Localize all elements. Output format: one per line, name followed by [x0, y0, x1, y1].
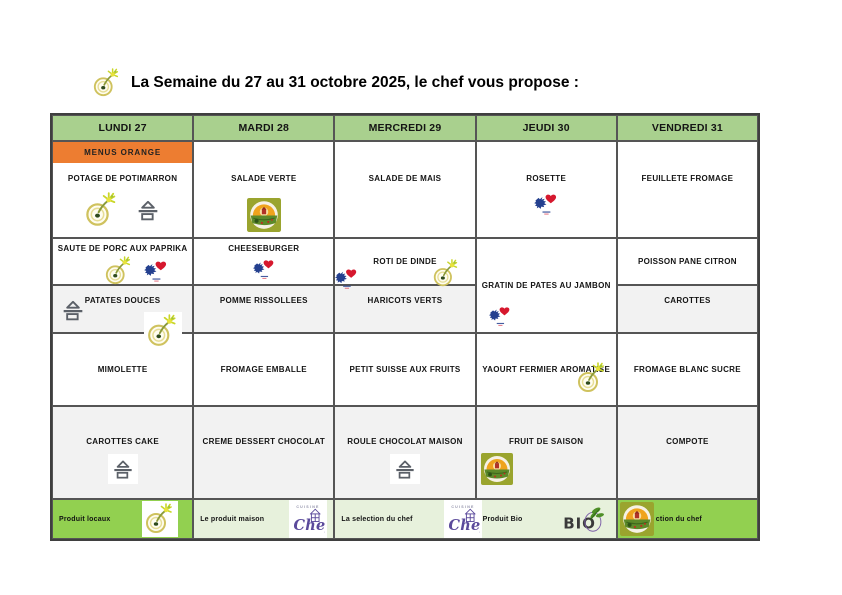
dish-label: GRATIN DE PATES AU JAMBON: [481, 280, 611, 290]
dish-label: POISSON PANE CITRON: [637, 257, 737, 266]
farm-landscape-icon: [620, 502, 654, 536]
farm-landscape-icon: [247, 198, 281, 232]
cell-vendredi-dessert: [617, 406, 758, 499]
dish-label: YAOURT FERMIER AROMATISE: [482, 364, 611, 374]
dish-label: SALADE VERTE: [231, 174, 297, 183]
cell-vendredi-plat: [617, 238, 758, 285]
cell-mardi-entree: [193, 141, 334, 238]
farm-landscape-icon: [481, 453, 513, 485]
cell-lundi-plat: [52, 238, 193, 285]
maison-cloche-icon: [59, 296, 87, 324]
dish-label: HARICOTS VERTS: [367, 296, 443, 305]
dish-label: COMPOTE: [666, 437, 709, 446]
day-header-jeudi: JEUDI 30: [476, 115, 617, 141]
weekly-menu-table: [50, 113, 760, 541]
dish-label: CAROTTES: [664, 296, 711, 305]
local-produce-icon: [576, 362, 608, 394]
menus-orange-banner: MENUS ORANGE: [53, 142, 192, 163]
local-produce-icon: [144, 312, 182, 350]
local-produce-icon: [92, 68, 122, 98]
legend-selection-du-chef-ferme: [617, 499, 758, 539]
french-meat-icon: [487, 303, 513, 329]
legend-label: ction du chef: [655, 515, 702, 523]
dish-label: PETIT SUISSE AUX FRUITS: [349, 364, 461, 374]
dish-label: PATATES DOUCES: [84, 296, 161, 305]
french-meat-icon: [142, 257, 170, 285]
local-produce-icon: [84, 192, 120, 228]
cell-vendredi-laitage: [617, 333, 758, 406]
cell-jeudi-entree: [476, 141, 617, 238]
legend-produit-maison: [193, 499, 334, 539]
day-header-vendredi: VENDREDI 31: [617, 115, 758, 141]
cell-mardi-plat: [193, 238, 334, 285]
cell-vendredi-accompagnement: [617, 285, 758, 333]
local-produce-icon: [142, 501, 178, 537]
legend-label: Le produit maison: [200, 515, 265, 523]
dish-label: MIMOLETTE: [97, 364, 148, 374]
dish-label: FEUILLETE FROMAGE: [641, 174, 734, 183]
cell-mercredi-dessert: [334, 406, 475, 499]
dish-label: POTAGE DE POTIMARRON: [67, 174, 178, 183]
legend-produit-locaux: [52, 499, 193, 539]
cell-mercredi-accompagnement: [334, 285, 475, 333]
page-title-row: [92, 68, 579, 98]
local-produce-icon: [432, 259, 461, 288]
cell-lundi-entree: [52, 141, 193, 238]
dish-label: CHEESEBURGER: [228, 244, 300, 253]
cell-jeudi-laitage: [476, 333, 617, 406]
dish-label: CREME DESSERT CHOCOLAT: [202, 437, 326, 446]
french-meat-icon: [532, 190, 560, 218]
dish-label: ROTI DE DINDE: [373, 257, 437, 266]
dish-label: FROMAGE BLANC SUCRE: [633, 364, 741, 374]
dish-label: POMME RISSOLLEES: [219, 296, 308, 305]
legend-produit-bio: [476, 499, 617, 539]
local-produce-icon: [104, 256, 134, 286]
day-header-mardi: MARDI 28: [193, 115, 334, 141]
day-header-mercredi: MERCREDI 29: [334, 115, 475, 141]
legend-label: Produit Bio: [482, 515, 523, 523]
cell-vendredi-entree: [617, 141, 758, 238]
cell-mercredi-plat: [334, 238, 475, 285]
legend-label: La selection du chef: [341, 515, 413, 523]
french-meat-icon: [333, 265, 360, 292]
dish-label: FROMAGE EMBALLE: [220, 364, 307, 374]
dish-label: FRUIT DE SAISON: [509, 437, 584, 446]
dish-label: SAUTE DE PORC AUX PAPRIKA: [57, 244, 188, 253]
legend-label: Produit locaux: [59, 515, 111, 523]
maison-cloche-icon: [108, 454, 138, 484]
dish-label: ROSETTE: [526, 174, 567, 183]
cuisine-chef-logo-icon: [444, 500, 482, 538]
cell-lundi-accompagnement: [52, 285, 193, 333]
cell-lundi-dessert: [52, 406, 193, 499]
dish-label: CAROTTES CAKE: [86, 437, 159, 446]
bio-logo-icon: [562, 503, 604, 535]
cell-mercredi-laitage: [334, 333, 475, 406]
cell-mardi-dessert: [193, 406, 334, 499]
page-title: La Semaine du 27 au 31 octobre 2025, le chef vous propose :: [131, 74, 579, 91]
chef-script-logo-icon: [289, 500, 327, 538]
maison-cloche-icon: [390, 454, 420, 484]
day-header-lundi: LUNDI 27: [52, 115, 193, 141]
cell-jeudi-plat: [476, 238, 617, 333]
cell-mercredi-entree: [334, 141, 475, 238]
cell-mardi-accompagnement: [193, 285, 334, 333]
legend-selection-du-chef: [334, 499, 475, 539]
dish-label: ROULE CHOCOLAT MAISON: [347, 437, 463, 446]
cell-mardi-laitage: [193, 333, 334, 406]
dish-label: SALADE DE MAIS: [368, 174, 442, 183]
maison-cloche-icon: [134, 196, 162, 224]
french-meat-icon: [251, 256, 277, 282]
cell-jeudi-dessert: [476, 406, 617, 499]
